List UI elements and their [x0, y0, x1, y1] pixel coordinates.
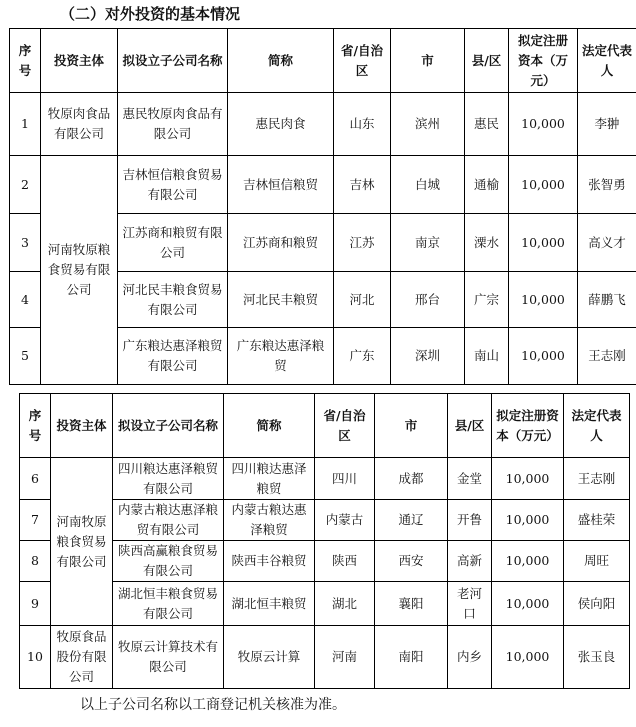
county: 开鲁	[448, 500, 492, 541]
header-city: 市	[391, 29, 465, 93]
short-name: 江苏商和粮贸	[228, 214, 334, 272]
subsidiary-name: 内蒙古粮达惠泽粮贸有限公司	[113, 500, 224, 541]
city: 襄阳	[375, 582, 448, 626]
short-name: 牧原云计算	[224, 626, 315, 689]
short-name: 内蒙古粮达惠泽粮贸	[224, 500, 315, 541]
table-header-row	[10, 29, 636, 93]
table-row	[20, 626, 630, 689]
province: 河北	[334, 272, 391, 328]
row-no: 5	[10, 328, 41, 385]
header-county: 县/区	[448, 394, 492, 458]
city: 通辽	[375, 500, 448, 541]
row-no: 9	[20, 582, 51, 626]
investor-cell: 牧原肉食品有限公司	[41, 93, 118, 156]
subsidiary-name: 吉林恒信粮食贸易有限公司	[118, 156, 228, 214]
table-row	[10, 156, 636, 214]
section-title: （二）对外投资的基本情况	[60, 5, 241, 23]
row-no: 2	[10, 156, 41, 214]
header-no: 序号	[20, 394, 51, 458]
legal-representative: 李翀	[578, 93, 636, 156]
investor-cell: 河南牧原粮食贸易有限公司	[41, 156, 118, 385]
subsidiary-name: 河北民丰粮食贸易有限公司	[118, 272, 228, 328]
header-province: 省/自治区	[334, 29, 391, 93]
city: 滨州	[391, 93, 465, 156]
county: 内乡	[448, 626, 492, 689]
short-name: 湖北恒丰粮贸	[224, 582, 315, 626]
row-no: 8	[20, 541, 51, 582]
table-header-row	[20, 394, 630, 458]
header-capital: 拟定注册资本（万元）	[492, 394, 564, 458]
short-name: 陕西丰谷粮贸	[224, 541, 315, 582]
registered-capital: 10,000	[492, 458, 564, 500]
investor-cell: 河南牧原粮食贸易有限公司	[51, 458, 113, 626]
header-short-name: 简称	[228, 29, 334, 93]
legal-representative: 王志刚	[578, 328, 636, 385]
county: 广宗	[465, 272, 509, 328]
subsidiary-name: 江苏商和粮贸有限公司	[118, 214, 228, 272]
county: 老河口	[448, 582, 492, 626]
registered-capital: 10,000	[492, 626, 564, 689]
row-no: 4	[10, 272, 41, 328]
city: 南阳	[375, 626, 448, 689]
short-name: 河北民丰粮贸	[228, 272, 334, 328]
registered-capital: 10,000	[509, 156, 578, 214]
subsidiary-name: 牧原云计算技术有限公司	[113, 626, 224, 689]
short-name: 惠民肉食	[228, 93, 334, 156]
county: 惠民	[465, 93, 509, 156]
city: 深圳	[391, 328, 465, 385]
investment-table-1	[9, 28, 636, 385]
province: 江苏	[334, 214, 391, 272]
row-no: 10	[20, 626, 51, 689]
province: 陕西	[315, 541, 375, 582]
city: 白城	[391, 156, 465, 214]
county: 高新	[448, 541, 492, 582]
province: 吉林	[334, 156, 391, 214]
legal-representative: 周旺	[564, 541, 630, 582]
table-row	[20, 458, 630, 500]
row-no: 1	[10, 93, 41, 156]
county: 溧水	[465, 214, 509, 272]
province: 四川	[315, 458, 375, 500]
footnote: 以上子公司名称以工商登记机关核准为准。	[80, 697, 346, 713]
province: 山东	[334, 93, 391, 156]
city: 西安	[375, 541, 448, 582]
subsidiary-name: 广东粮达惠泽粮贸有限公司	[118, 328, 228, 385]
header-capital: 拟定注册资本（万元）	[509, 29, 578, 93]
row-no: 3	[10, 214, 41, 272]
legal-representative: 高义才	[578, 214, 636, 272]
registered-capital: 10,000	[509, 272, 578, 328]
legal-representative: 薛鹏飞	[578, 272, 636, 328]
investment-table-2	[19, 393, 630, 689]
registered-capital: 10,000	[492, 500, 564, 541]
city: 成都	[375, 458, 448, 500]
header-investor: 投资主体	[51, 394, 113, 458]
city: 邢台	[391, 272, 465, 328]
row-no: 6	[20, 458, 51, 500]
registered-capital: 10,000	[509, 93, 578, 156]
legal-representative: 王志刚	[564, 458, 630, 500]
legal-representative: 侯向阳	[564, 582, 630, 626]
province: 广东	[334, 328, 391, 385]
header-legal-rep: 法定代表人	[564, 394, 630, 458]
subsidiary-name: 陕西高赢粮食贸易有限公司	[113, 541, 224, 582]
header-city: 市	[375, 394, 448, 458]
header-province: 省/自治区	[315, 394, 375, 458]
province: 湖北	[315, 582, 375, 626]
registered-capital: 10,000	[492, 541, 564, 582]
short-name: 四川粮达惠泽粮贸	[224, 458, 315, 500]
table-row	[10, 93, 636, 156]
county: 通榆	[465, 156, 509, 214]
header-investor: 投资主体	[41, 29, 118, 93]
header-legal-rep: 法定代表人	[578, 29, 636, 93]
subsidiary-name: 湖北恒丰粮食贸易有限公司	[113, 582, 224, 626]
registered-capital: 10,000	[509, 214, 578, 272]
short-name: 吉林恒信粮贸	[228, 156, 334, 214]
header-no: 序号	[10, 29, 41, 93]
city: 南京	[391, 214, 465, 272]
legal-representative: 张智勇	[578, 156, 636, 214]
registered-capital: 10,000	[509, 328, 578, 385]
legal-representative: 张玉良	[564, 626, 630, 689]
subsidiary-name: 惠民牧原肉食品有限公司	[118, 93, 228, 156]
header-subsidiary: 拟设立子公司名称	[118, 29, 228, 93]
short-name: 广东粮达惠泽粮贸	[228, 328, 334, 385]
header-short-name: 简称	[224, 394, 315, 458]
legal-representative: 盛桂荣	[564, 500, 630, 541]
county: 金堂	[448, 458, 492, 500]
province: 河南	[315, 626, 375, 689]
province: 内蒙古	[315, 500, 375, 541]
county: 南山	[465, 328, 509, 385]
header-subsidiary: 拟设立子公司名称	[113, 394, 224, 458]
registered-capital: 10,000	[492, 582, 564, 626]
subsidiary-name: 四川粮达惠泽粮贸有限公司	[113, 458, 224, 500]
investor-cell: 牧原食品股份有限公司	[51, 626, 113, 689]
row-no: 7	[20, 500, 51, 541]
header-county: 县/区	[465, 29, 509, 93]
